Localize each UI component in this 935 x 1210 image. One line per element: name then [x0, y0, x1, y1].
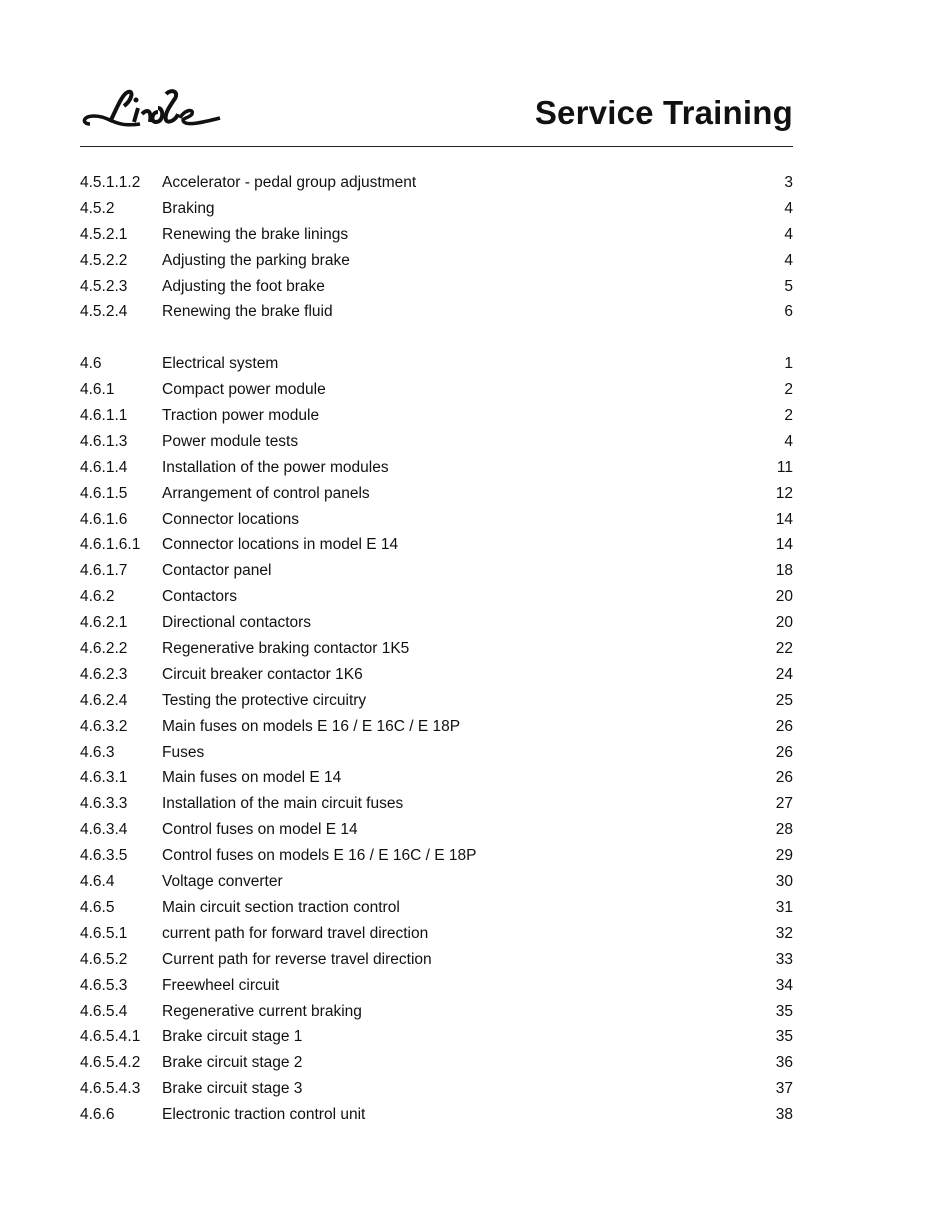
section-title: Regenerative current braking — [162, 1002, 362, 1020]
section-number: 4.6.1 — [80, 381, 115, 399]
section-title: Arrangement of control panels — [162, 484, 370, 502]
toc-entry — [80, 817, 793, 843]
page-number: 14 — [775, 536, 793, 554]
section-title: current path for forward travel direction — [162, 924, 429, 942]
toc-entry — [80, 636, 793, 662]
section-number: 4.6.1.4 — [80, 458, 128, 476]
page-number: 4 — [784, 251, 793, 269]
page-number: 34 — [775, 976, 793, 994]
page-number: 14 — [775, 510, 793, 528]
section-number: 4.6.2.1 — [80, 614, 128, 632]
toc-entry — [80, 377, 793, 403]
page-number: 4 — [784, 432, 793, 450]
page-number: 35 — [775, 1028, 793, 1046]
toc-entry — [80, 403, 793, 429]
section-title: Electrical system — [162, 355, 279, 373]
page-number: 24 — [775, 665, 793, 683]
page-number: 18 — [775, 562, 793, 580]
section-title: Directional contactors — [162, 614, 312, 632]
page-number: 30 — [775, 873, 793, 891]
section-title: Accelerator - pedal group adjustment — [162, 174, 417, 191]
section-title: Freewheel circuit — [162, 976, 280, 994]
toc-entry — [80, 507, 793, 533]
page-number: 28 — [775, 821, 793, 839]
section-number: 4.6.1.1 — [80, 407, 128, 425]
toc-entry — [80, 895, 793, 921]
section-number: 4.6.6 — [80, 1106, 115, 1124]
toc-entry — [80, 1024, 793, 1050]
toc-entry — [80, 999, 793, 1025]
page-number: 26 — [775, 769, 793, 787]
section-number: 4.6.3.4 — [80, 821, 128, 839]
section-title: Installation of the main circuit fuses — [162, 795, 404, 813]
toc-entry — [80, 1050, 793, 1076]
page-number: 6 — [784, 303, 793, 321]
page-number: 4 — [784, 225, 793, 243]
page-number: 2 — [784, 407, 793, 425]
toc-entry — [80, 481, 793, 507]
section-title: Voltage converter — [162, 873, 283, 891]
toc-entry — [80, 843, 793, 869]
toc-entry — [80, 947, 793, 973]
section-title: Traction power module — [162, 407, 320, 425]
section-number: 4.6.3.5 — [80, 847, 128, 865]
section-number: 4.6.3 — [80, 743, 115, 761]
toc-entry — [80, 196, 793, 222]
section-number: 4.6.2.3 — [80, 665, 128, 683]
section-number: 4.6.5 — [80, 898, 115, 916]
section-number: 4.6.5.4.3 — [80, 1080, 141, 1098]
section-title: Main fuses on model E 14 — [162, 769, 342, 787]
page-number: 3 — [784, 174, 793, 191]
toc-entry — [80, 921, 793, 947]
section-number: 4.6.5.4.2 — [80, 1054, 141, 1072]
toc-section-4-5 — [80, 170, 793, 325]
section-title: Current path for reverse travel direction — [162, 950, 432, 968]
page-number: 33 — [775, 950, 793, 968]
section-number: 4.6.4 — [80, 873, 115, 891]
page-number: 37 — [775, 1080, 793, 1098]
page-number: 26 — [775, 717, 793, 735]
section-title: Adjusting the parking brake — [162, 251, 350, 269]
toc-entry — [80, 662, 793, 688]
toc-entry — [80, 170, 793, 196]
section-number: 4.6.2.4 — [80, 691, 128, 709]
page-number: 2 — [784, 381, 793, 399]
section-title: Compact power module — [162, 381, 326, 399]
section-title: Control fuses on model E 14 — [162, 821, 358, 839]
section-title: Brake circuit stage 2 — [162, 1054, 303, 1072]
section-number: 4.6.3.3 — [80, 795, 128, 813]
page-number: 35 — [775, 1002, 793, 1020]
section-number: 4.5.2 — [80, 199, 115, 217]
section-title: Regenerative braking contactor 1K5 — [162, 640, 410, 658]
toc-entry — [80, 791, 793, 817]
section-title: Brake circuit stage 1 — [162, 1028, 303, 1046]
page-number: 32 — [775, 924, 793, 942]
toc-entry — [80, 688, 793, 714]
page-number: 26 — [775, 743, 793, 761]
page-number: 20 — [775, 588, 793, 606]
toc-entry — [80, 584, 793, 610]
toc-entry — [80, 869, 793, 895]
section-title: Power module tests — [162, 432, 299, 450]
section-number: 4.6.1.5 — [80, 484, 128, 502]
toc-entry — [80, 610, 793, 636]
page-header — [80, 78, 793, 147]
section-number: 4.6.5.1 — [80, 924, 128, 942]
section-title: Electronic traction control unit — [162, 1106, 366, 1124]
section-number: 4.6.5.4 — [80, 1002, 128, 1020]
page-number: 22 — [775, 640, 793, 658]
section-number: 4.6.5.3 — [80, 976, 128, 994]
section-number: 4.6.5.2 — [80, 950, 128, 968]
section-title: Control fuses on models E 16 / E 16C / E 18P — [162, 847, 477, 865]
section-title: Testing the protective circuitry — [162, 691, 367, 709]
toc-section-4-6 — [80, 351, 793, 1128]
toc-entry — [80, 222, 793, 248]
section-title: Braking — [162, 199, 215, 217]
section-title: Brake circuit stage 3 — [162, 1080, 303, 1098]
section-number: 4.6.1.7 — [80, 562, 128, 580]
section-title: Contactors — [162, 588, 237, 606]
section-title: Contactor panel — [162, 562, 272, 580]
section-number: 4.6.3.2 — [80, 717, 128, 735]
section-title: Main fuses on models E 16 / E 16C / E 18P — [162, 717, 461, 735]
section-number: 4.5.2.4 — [80, 303, 128, 321]
toc-entry — [80, 740, 793, 766]
page-number: 11 — [776, 458, 793, 476]
toc-entry — [80, 429, 793, 455]
table-of-contents — [80, 170, 793, 1128]
toc-entry — [80, 248, 793, 274]
section-gap — [80, 325, 793, 351]
toc-entry — [80, 1076, 793, 1102]
section-title: Main circuit section traction control — [162, 898, 400, 916]
toc-entry — [80, 455, 793, 481]
page-title: Service Training — [534, 94, 793, 131]
page-number: 5 — [784, 277, 793, 295]
section-title: Renewing the brake linings — [162, 225, 349, 243]
toc-entry — [80, 299, 793, 325]
section-number: 4.5.2.3 — [80, 277, 128, 295]
section-number: 4.6.5.4.1 — [80, 1028, 141, 1046]
toc-entry — [80, 532, 793, 558]
toc-entry — [80, 714, 793, 740]
section-number: 4.6.3.1 — [80, 769, 128, 787]
toc-entry — [80, 765, 793, 791]
page-number: 1 — [784, 355, 793, 373]
page-number: 12 — [775, 484, 793, 502]
section-title: Circuit breaker contactor 1K6 — [162, 665, 363, 683]
section-title: Connector locations in model E 14 — [162, 536, 399, 554]
section-number: 4.6.1.6.1 — [80, 536, 141, 554]
page-number: 31 — [775, 898, 793, 916]
toc-entry — [80, 351, 793, 377]
page-number: 29 — [775, 847, 793, 865]
section-number: 4.6.2.2 — [80, 640, 128, 658]
section-number: 4.6.1.3 — [80, 432, 128, 450]
section-number: 4.6.2 — [80, 588, 115, 606]
section-number: 4.5.1.1.2 — [80, 174, 141, 191]
page-number: 25 — [775, 691, 793, 709]
page-number: 27 — [775, 795, 793, 813]
section-number: 4.6.1.6 — [80, 510, 128, 528]
toc-entry — [80, 558, 793, 584]
section-title: Installation of the power modules — [162, 458, 389, 476]
page-number: 38 — [775, 1106, 793, 1124]
page-number: 20 — [775, 614, 793, 632]
page-number: 36 — [775, 1054, 793, 1072]
linde-logo — [80, 84, 230, 134]
section-number: 4.6 — [80, 355, 102, 373]
page-number: 4 — [784, 199, 793, 217]
section-title: Adjusting the foot brake — [162, 277, 325, 295]
section-title: Renewing the brake fluid — [162, 303, 333, 321]
section-title: Connector locations — [162, 510, 299, 528]
section-number: 4.5.2.2 — [80, 251, 128, 269]
toc-entry — [80, 274, 793, 300]
toc-entry — [80, 973, 793, 999]
section-number: 4.5.2.1 — [80, 225, 128, 243]
section-title: Fuses — [162, 743, 205, 761]
toc-entry — [80, 1102, 793, 1128]
